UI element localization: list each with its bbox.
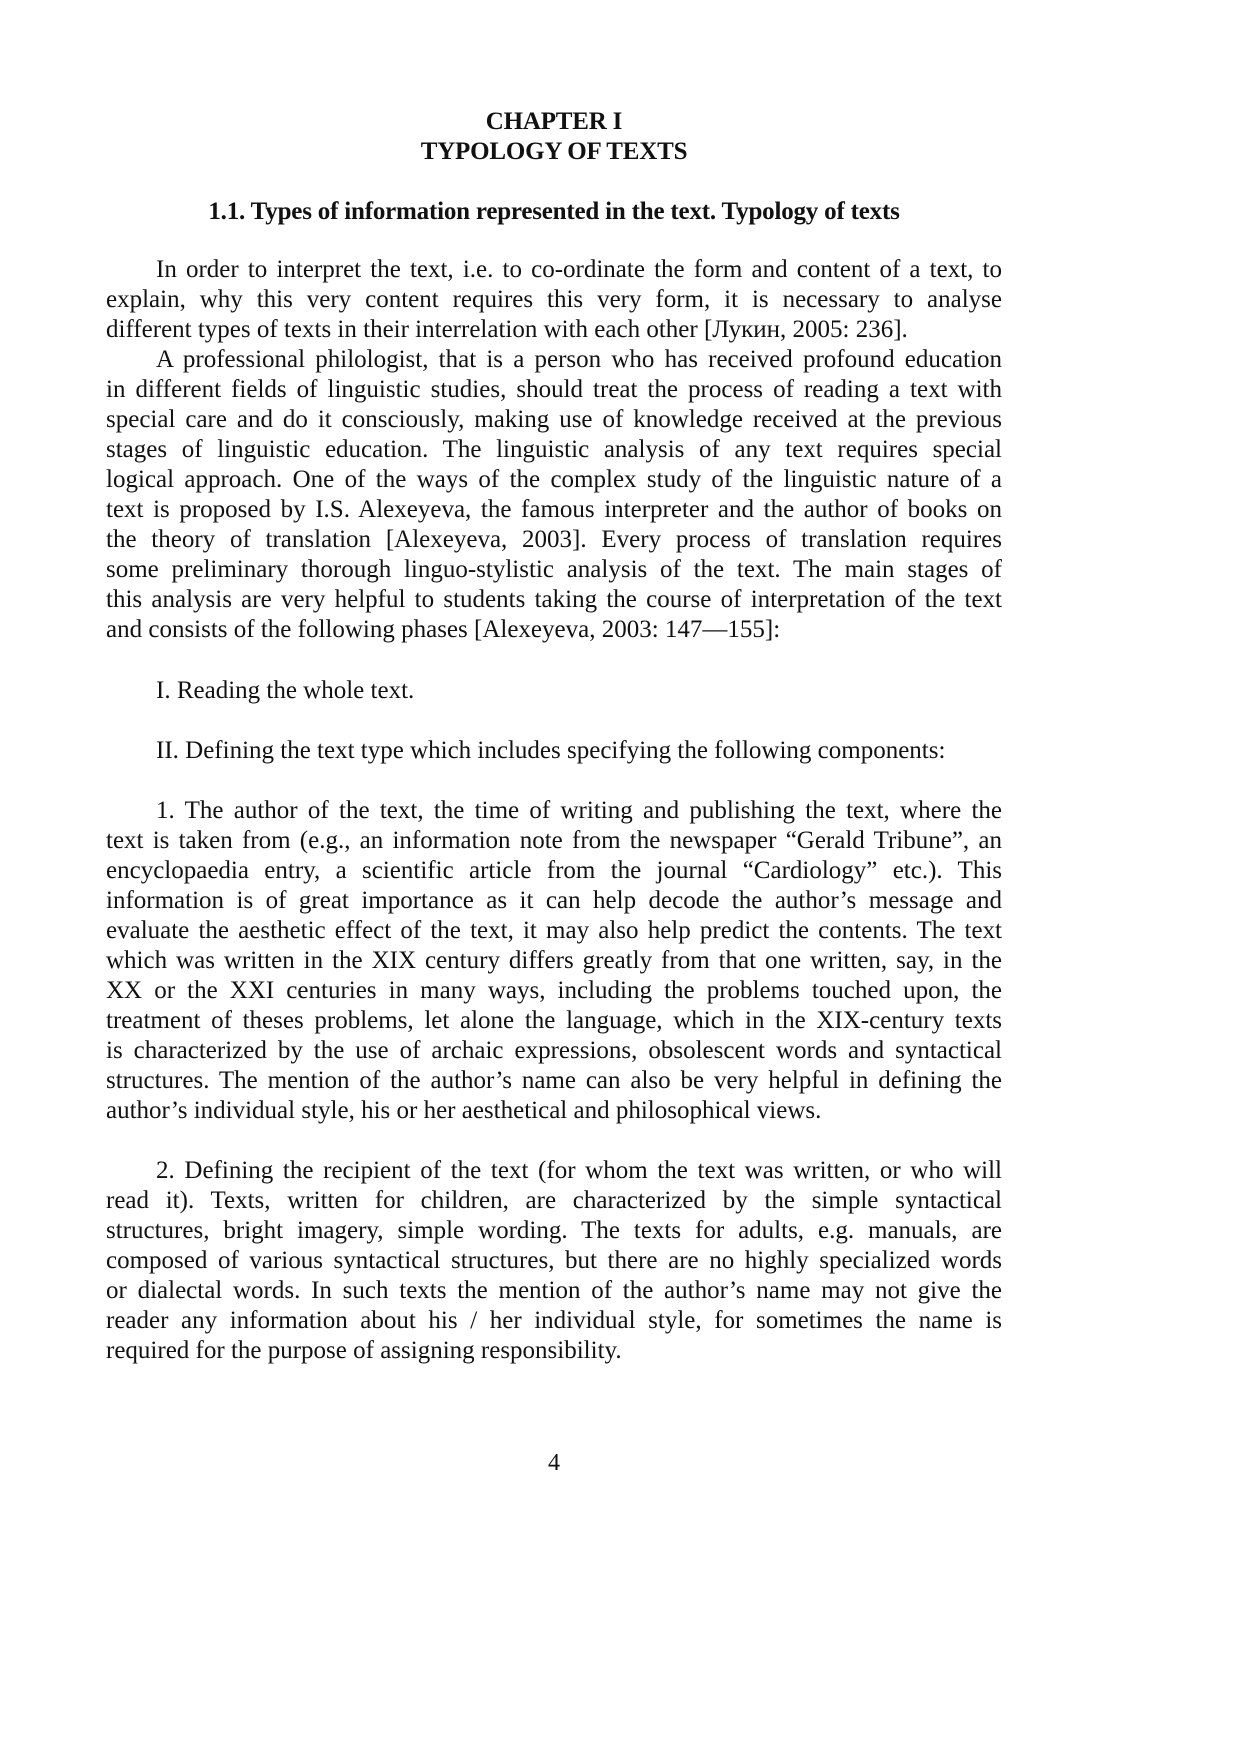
component-author bbox=[106, 796, 1002, 1126]
text-line: 2. Defining the recipient of the text (for whom the text was written, or who will bbox=[156, 1157, 1002, 1184]
text-line: evaluate the aesthetic effect of the text, it may also help predict the contents. The text bbox=[106, 917, 1002, 944]
text-line: XX or the XXI centuries in many ways, including the problems touched upon, the bbox=[106, 977, 1002, 1004]
text-line: structures. The mention of the author’s name can also be very helpful in defining the bbox=[106, 1067, 1002, 1094]
text-line: which was written in the XIX century differs greatly from that one written, say, in the bbox=[106, 947, 1002, 974]
text-line: I. Reading the whole text. bbox=[156, 677, 415, 704]
text-line: is characterized by the use of archaic expressions, obsolescent words and syntactical bbox=[106, 1037, 1002, 1064]
paragraph-intro bbox=[106, 255, 1002, 345]
text-line: read it). Texts, written for children, are characterized by the simple syntactical bbox=[106, 1187, 1002, 1214]
text-line: the theory of translation [Alexeyeva, 2003]. Every process of translation requires bbox=[106, 526, 1002, 553]
text-line: text is proposed by I.S. Alexeyeva, the famous interpreter and the author of books on bbox=[106, 496, 1002, 523]
text-line: II. Defining the text type which includes specifying the following components: bbox=[156, 737, 946, 764]
text-line: this analysis are very helpful to students taking the course of interpretation of the text bbox=[106, 586, 1002, 613]
text-line: explain, why this very content requires this very form, it is necessary to analyse bbox=[106, 286, 1002, 313]
paragraph-philologist bbox=[106, 345, 1002, 645]
phase-one bbox=[106, 676, 1002, 706]
phase-two bbox=[106, 736, 1002, 766]
text-line: special care and do it consciously, making use of knowledge received at the previous bbox=[106, 406, 1002, 433]
chapter-label: CHAPTER I bbox=[485, 108, 623, 135]
component-recipient bbox=[106, 1156, 1002, 1366]
text-line: 1. The author of the text, the time of writing and publishing the text, where the bbox=[156, 797, 1002, 824]
text-line: in different fields of linguistic studies, should treat the process of reading a text with bbox=[106, 376, 1002, 403]
text-line: reader any information about his / her individual style, for sometimes the name is bbox=[106, 1307, 1002, 1334]
text-line: required for the purpose of assigning responsibility. bbox=[106, 1337, 622, 1364]
text-line: composed of various syntactical structures, but there are no highly specialized words bbox=[106, 1247, 1002, 1274]
text-line: information is of great importance as it can help decode the author’s message and bbox=[106, 887, 1002, 914]
text-line: author’s individual style, his or her aesthetical and philosophical views. bbox=[106, 1097, 822, 1124]
section-title: 1.1. Types of information represented in the text. Typology of texts bbox=[208, 198, 900, 225]
text-line: different types of texts in their interrelation with each other [Лукин, 2005: 236]. bbox=[106, 316, 908, 343]
text-line: treatment of theses problems, let alone the language, which in the XIX-century texts bbox=[106, 1007, 1002, 1034]
text-line: In order to interpret the text, i.e. to co-ordinate the form and content of a text, to bbox=[156, 256, 1002, 283]
chapter-title: TYPOLOGY OF TEXTS bbox=[420, 138, 688, 165]
text-line: and consists of the following phases [Alexeyeva, 2003: 147—155]: bbox=[106, 616, 781, 643]
text-line: stages of linguistic education. The linguistic analysis of any text requires special bbox=[106, 436, 1002, 463]
text-line: some preliminary thorough linguo-stylistic analysis of the text. The main stages of bbox=[106, 556, 1002, 583]
text-line: logical approach. One of the ways of the complex study of the linguistic nature of a bbox=[106, 466, 1002, 493]
text-line: text is taken from (e.g., an information note from the newspaper “Gerald Tribune”, an bbox=[106, 827, 1002, 854]
text-line: structures, bright imagery, simple wording. The texts for adults, e.g. manuals, are bbox=[106, 1217, 1002, 1244]
text-line: A professional philologist, that is a person who has received profound education bbox=[156, 346, 1002, 373]
page-number: 4 bbox=[548, 1450, 560, 1476]
text-line: encyclopaedia entry, a scientific article from the journal “Cardiology” etc.). This bbox=[106, 857, 1002, 884]
text-line: or dialectal words. In such texts the mention of the author’s name may not give the bbox=[106, 1277, 1002, 1304]
